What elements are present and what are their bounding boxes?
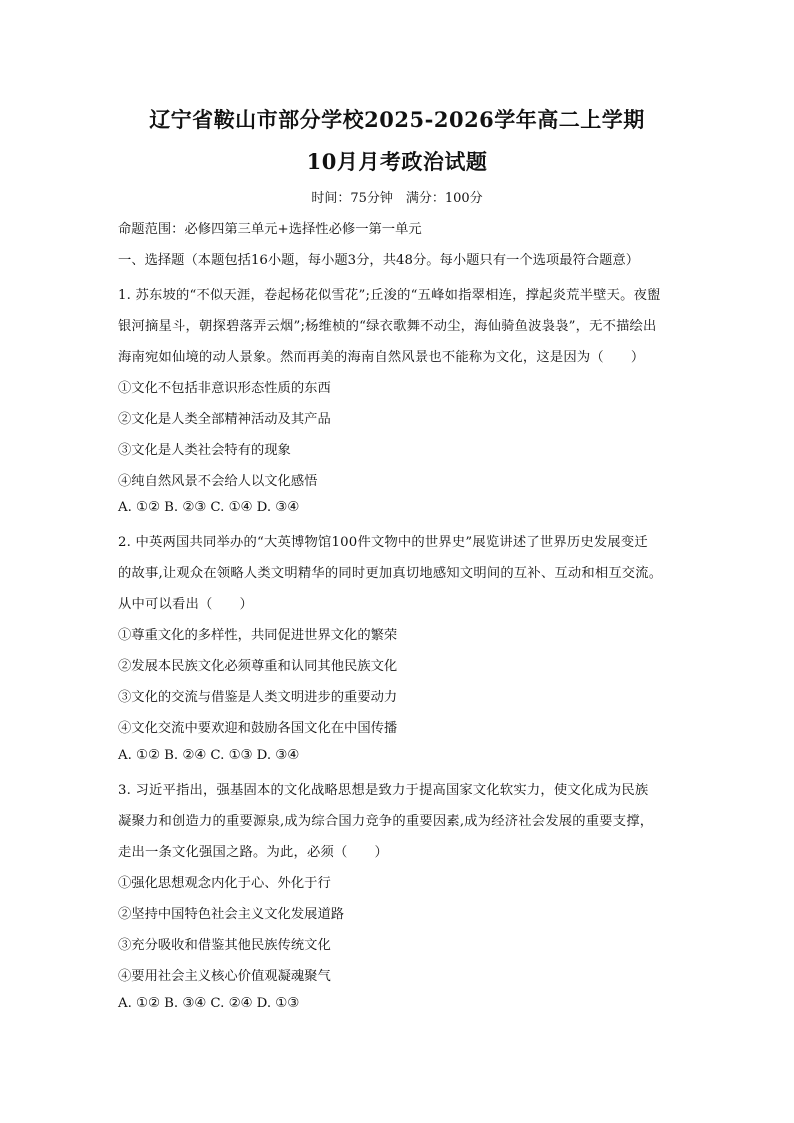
question-stem-line: 1. 苏东坡的“不似天涯，卷起杨花似雪花”;丘浚的“五峰如指翠相连，撑起炎荒半壁天。夜盥 <box>118 288 661 303</box>
question-option: ①强化思想观念内化于心、外化于行 <box>118 876 331 891</box>
question-stem-line: 银河摘星斗，朝探碧落弄云烟”;杨维桢的“绿衣歌舞不动尘，海仙骑鱼波袅袅”，无不描绘出 <box>118 319 657 334</box>
question-stem-line: 的故事,让观众在领略人类文明精华的同时更加真切地感知文明间的互补、互动和相互交流。 <box>118 566 663 581</box>
question-option: ②发展本民族文化必须尊重和认同其他民族文化 <box>118 659 398 674</box>
question-stem-line: 走出一条文化强国之路。为此，必须（ ） <box>118 845 388 860</box>
exam-title-line1: 辽宁省鞍山市部分学校2025-2026学年高二上学期 <box>149 107 645 132</box>
question-option: ④要用社会主义核心价值观凝魂聚气 <box>118 969 331 984</box>
answer-choices: A. ①② B. ②③ C. ①④ D. ③④ <box>118 500 300 515</box>
question-option: ③文化是人类社会特有的现象 <box>118 443 291 458</box>
answer-choices: A. ①② B. ②④ C. ①③ D. ③④ <box>118 748 300 763</box>
question-option: ④文化交流中要欢迎和鼓励各国文化在中国传播 <box>118 721 398 736</box>
question-stem-line: 3. 习近平指出，强基固本的文化战略思想是致力于提高国家文化软实力，使文化成为民族 <box>118 783 649 798</box>
question-option: ①尊重文化的多样性，共同促进世界文化的繁荣 <box>118 628 398 643</box>
question-stem-line: 2. 中英两国共同举办的“大英博物馆100件文物中的世界史”展览讲述了世界历史发展变迁 <box>118 535 648 550</box>
question-option: ③充分吸收和借鉴其他民族传统文化 <box>118 938 331 953</box>
question-option: ①文化不包括非意识形态性质的东西 <box>118 381 331 396</box>
exam-title-line2: 10月月考政治试题 <box>306 149 488 174</box>
question-stem-line: 凝聚力和创造力的重要源泉,成为综合国力竞争的重要因素,成为经济社会发展的重要支撑， <box>118 814 654 829</box>
question-option: ④纯自然风景不会给人以文化感悟 <box>118 474 318 489</box>
answer-choices: A. ①② B. ③④ C. ②④ D. ①③ <box>118 996 300 1011</box>
time-score-info: 时间：75分钟 满分：100分 <box>311 191 483 206</box>
question-option: ②文化是人类全部精神活动及其产品 <box>118 412 331 427</box>
question-stem-line: 从中可以看出（ ） <box>118 597 253 612</box>
question-option: ③文化的交流与借鉴是人类文明进步的重要动力 <box>118 690 398 705</box>
section-heading: 一、选择题（本题包括16小题，每小题3分，共48分。每小题只有一个选项最符合题意） <box>118 253 639 268</box>
question-option: ②坚持中国特色社会主义文化发展道路 <box>118 907 345 922</box>
question-stem-line: 海南宛如仙境的动人景象。然而再美的海南自然风景也不能称为文化，这是因为（ ） <box>118 350 645 365</box>
exam-scope: 命题范围：必修四第三单元+选择性必修一第一单元 <box>118 222 422 237</box>
